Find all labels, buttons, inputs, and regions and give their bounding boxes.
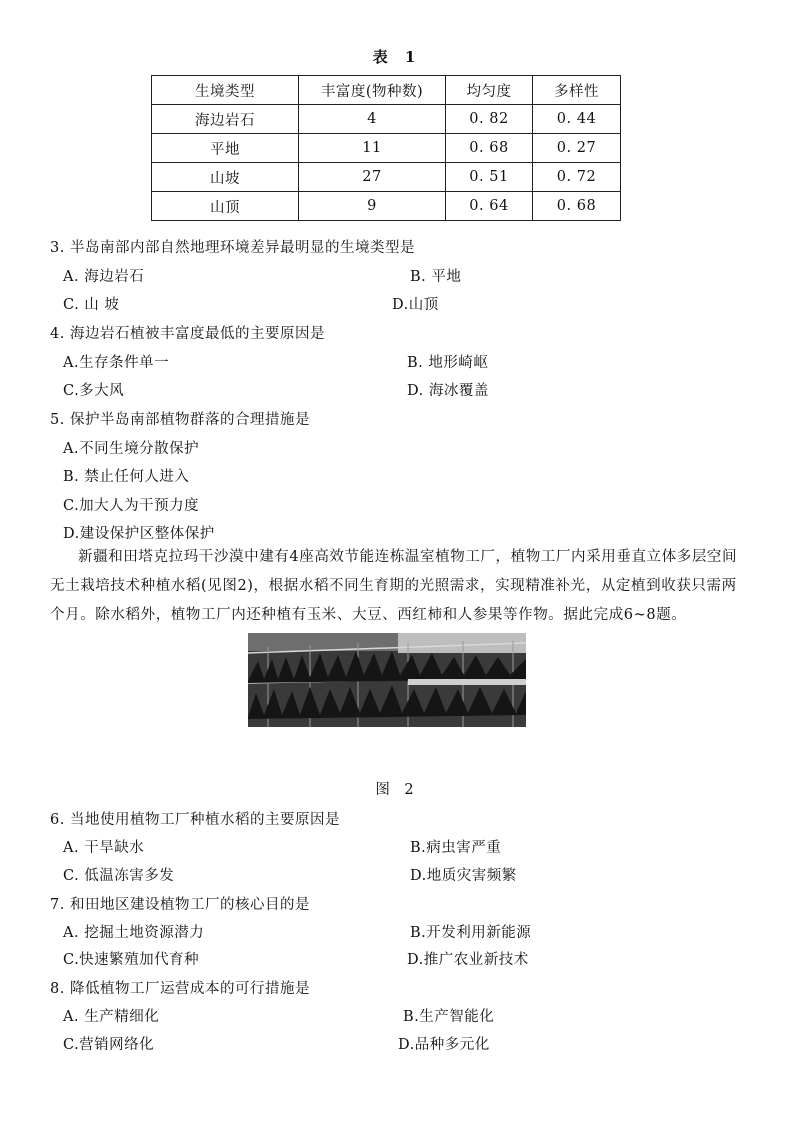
question-4-stem: 4. 海边岩石植被丰富度最低的主要原因是 <box>50 326 325 342</box>
question-8-option-d: D.品种多元化 <box>398 1037 490 1053</box>
table-cell: 4 <box>299 105 446 134</box>
question-7-option-d: D.推广农业新技术 <box>407 952 529 968</box>
table-cell: 27 <box>299 163 446 192</box>
question-8-stem: 8. 降低植物工厂运营成本的可行措施是 <box>50 981 310 997</box>
table-cell: 山坡 <box>152 163 299 192</box>
header-habitat: 生境类型 <box>152 76 299 105</box>
question-6-stem: 6. 当地使用植物工厂种植水稻的主要原因是 <box>50 812 340 828</box>
question-7-option-b: B.开发利用新能源 <box>410 925 532 941</box>
header-diversity: 多样性 <box>533 76 621 105</box>
question-5-option-a: A.不同生境分散保护 <box>63 441 200 457</box>
question-7-stem: 7. 和田地区建设植物工厂的核心目的是 <box>50 897 310 913</box>
table-cell: 海边岩石 <box>152 105 299 134</box>
question-5-option-b: B. 禁止任何人进入 <box>63 469 190 485</box>
question-8-option-a: A. 生产精细化 <box>63 1009 160 1025</box>
question-8-option-b: B.生产智能化 <box>403 1009 495 1025</box>
table-cell: 0. 51 <box>446 163 533 192</box>
table-row <box>152 163 621 192</box>
rice-shelves-illustration <box>248 633 526 727</box>
question-6-option-a: A. 干旱缺水 <box>63 840 145 856</box>
question-3-option-a: A. 海边岩石 <box>63 269 145 285</box>
question-5-option-d: D.建设保护区整体保护 <box>63 526 215 542</box>
table-cell: 0. 82 <box>446 105 533 134</box>
table-cell: 11 <box>299 134 446 163</box>
table-cell: 平地 <box>152 134 299 163</box>
table-row <box>152 105 621 134</box>
table-cell: 0. 27 <box>533 134 621 163</box>
question-8-option-c: C.营销网络化 <box>63 1037 155 1053</box>
question-3-option-c: C. 山 坡 <box>63 297 120 313</box>
question-3-stem: 3. 半岛南部内部自然地理环境差异最明显的生境类型是 <box>50 240 415 256</box>
question-7-option-a: A. 挖掘土地资源潜力 <box>63 925 205 941</box>
table-row <box>152 134 621 163</box>
plant-factory-photo <box>248 633 526 727</box>
question-6-option-c: C. 低温冻害多发 <box>63 868 175 884</box>
question-6-option-b: B.病虫害严重 <box>410 840 502 856</box>
question-4-option-a: A.生存条件单一 <box>63 355 170 371</box>
question-7-option-c: C.快速繁殖加代育种 <box>63 952 200 968</box>
question-3-option-d: D.山顶 <box>392 297 439 313</box>
figure-caption: 图 2 <box>375 782 419 798</box>
question-5-stem: 5. 保护半岛南部植物群落的合理措施是 <box>50 412 310 428</box>
question-3-option-b: B. 平地 <box>410 269 462 285</box>
question-6-option-d: D.地质灾害频繁 <box>410 868 517 884</box>
header-evenness: 均匀度 <box>446 76 533 105</box>
table-cell: 0. 68 <box>533 192 621 221</box>
passage-text: 新疆和田塔克拉玛干沙漠中建有4座高效节能连栋温室植物工厂，植物工厂内采用垂直立体多层空间无土栽培技术种植水稻(见图2)，根据水稻不同生育期的光照需求，实现精准补光，从定植到收获只需两个月。除水稻外，植物工厂内还种植有玉米、大豆、西红柿和人参果等作物。据此完成6~8题。 <box>50 549 738 623</box>
table-cell: 9 <box>299 192 446 221</box>
question-5-option-c: C.加大人为干预力度 <box>63 498 200 514</box>
table-title: 表 1 <box>372 48 422 66</box>
table-cell: 0. 44 <box>533 105 621 134</box>
table-cell: 0. 72 <box>533 163 621 192</box>
table-cell: 0. 64 <box>446 192 533 221</box>
table-header-row <box>152 76 621 105</box>
question-4-option-c: C.多大风 <box>63 383 125 399</box>
question-4-option-d: D. 海冰覆盖 <box>407 383 489 399</box>
table-cell: 0. 68 <box>446 134 533 163</box>
header-richness: 丰富度(物种数) <box>299 76 446 105</box>
table-row <box>152 192 621 221</box>
habitat-table <box>151 75 621 221</box>
question-4-option-b: B. 地形崎岖 <box>407 355 489 371</box>
table-cell: 山顶 <box>152 192 299 221</box>
